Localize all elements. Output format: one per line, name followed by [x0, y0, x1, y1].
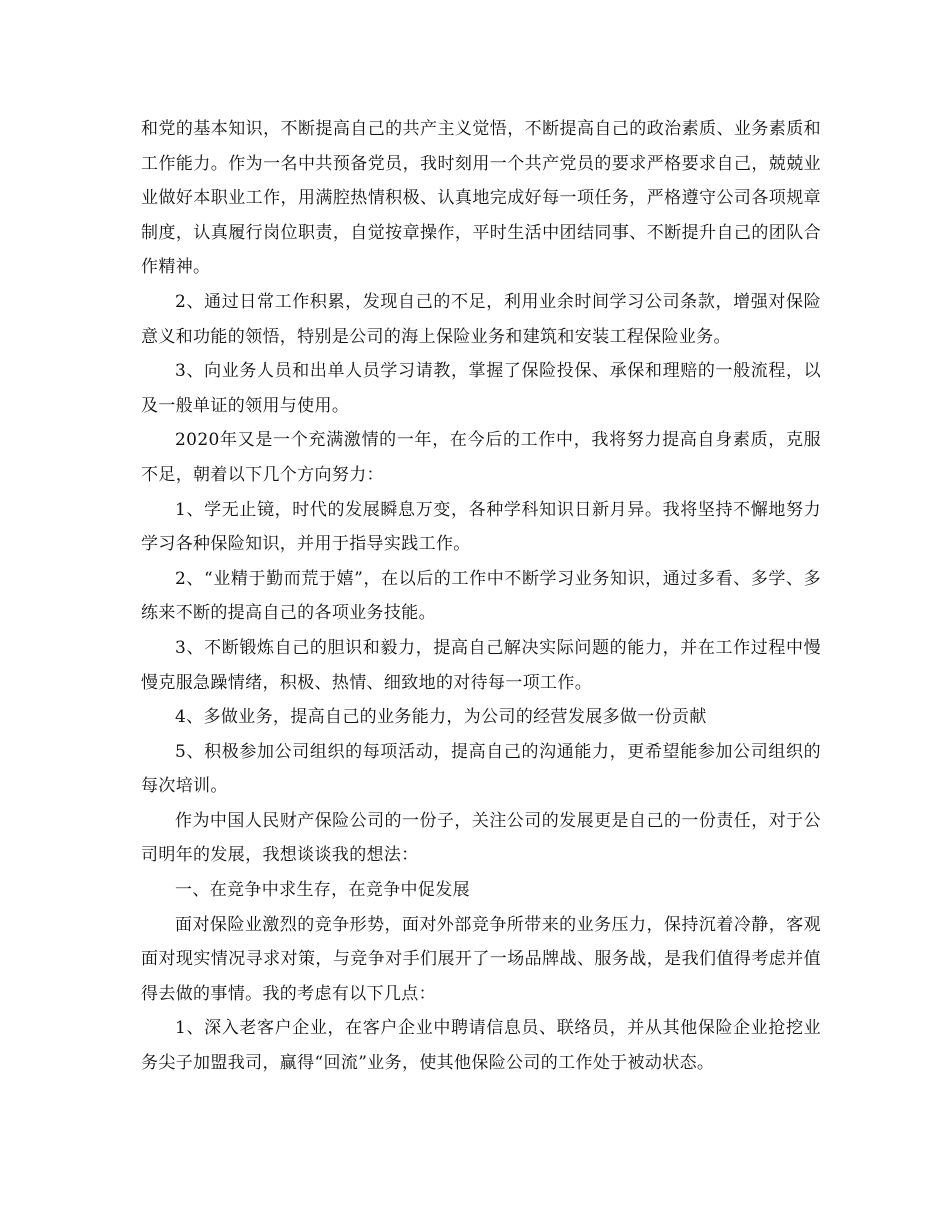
paragraph-5: 1、学无止镜，时代的发展瞬息万变，各种学科知识日新月异。我将坚持不懈地努力学习各种保险知识，并用于指导实践工作。: [141, 499, 821, 555]
paragraph-8: 4、多做业务，提高自己的业务能力，为公司的经营发展多做一份贡献: [175, 707, 707, 728]
paragraph-9: 5、积极参加公司组织的每项活动，提高自己的沟通能力，更希望能参加公司组织的每次培训。: [141, 741, 821, 797]
paragraph-1: 和党的基本知识，不断提高自己的共产主义觉悟，不断提高自己的政治素质、业务素质和工作能力。作为一名中共预备党员，我时刻用一个共产党员的要求严格要求自己，兢兢业业做好本职业工作，用满腔热情积极、认真地完成好每一项任务，严格遵守公司各项规章制度，认真履行岗位职责，自觉按章操作，平时生活中团结同事、不断提升自己的团队合作精神。: [141, 119, 821, 278]
paragraph-7: 3、不断锻炼自己的胆识和毅力，提高自己解决实际问题的能力，并在工作过程中慢慢克服急躁情绪，积极、热情、细致地的对待每一项工作。: [141, 637, 821, 693]
paragraph-2: 2、通过日常工作积累，发现自己的不足，利用业余时间学习公司条款，增强对保险意义和功能的领悟，特别是公司的海上保险业务和建筑和安装工程保险业务。: [141, 291, 821, 347]
paragraph-3: 3、向业务人员和出单人员学习请教，掌握了保险投保、承保和理赔的一般流程，以及一般单证的领用与使用。: [141, 361, 821, 416]
paragraph-12: 面对保险业激烈的竞争形势，面对外部竞争所带来的业务压力，保持沉着冷静，客观面对现实情况寻求对策，与竞争对手们展开了一场品牌战、服务战，是我们值得考虑并值得去做的事情。我的考虑有以下几点：: [141, 914, 821, 1004]
paragraph-10: 作为中国人民财产保险公司的一份子，关注公司的发展更是自己的一份责任，对于公司明年的发展，我想谈谈我的想法：: [141, 810, 821, 866]
paragraph-13: 1、深入老客户企业，在客户企业中聘请信息员、联络员，并从其他保险企业抢挖业务尖子加盟我司，赢得“回流”业务，使其他保险公司的工作处于被动状态。: [141, 1018, 821, 1074]
paragraph-11: 一、在竞争中求生存，在竞争中促发展: [175, 880, 470, 901]
paragraph-6: 2、“业精于勤而荒于嬉”，在以后的工作中不断学习业务知识，通过多看、多学、多练来不断的提高自己的各项业务技能。: [141, 568, 821, 624]
document-body: [141, 112, 821, 1081]
paragraph-4: 2020年又是一个充满激情的一年，在今后的工作中，我将努力提高自身素质，克服不足，朝着以下几个方向努力：: [141, 430, 821, 485]
